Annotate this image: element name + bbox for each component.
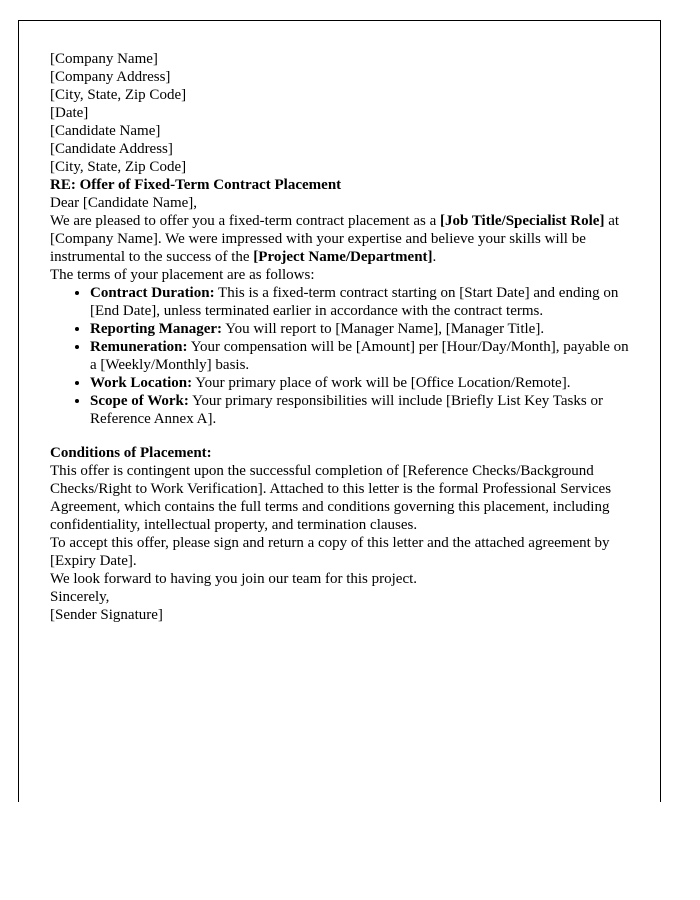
term-reporting-manager [90, 320, 635, 338]
term-label: Reporting Manager: [90, 321, 223, 337]
intro-part1: We are pleased to offer you a fixed-term contract placement as a [50, 213, 440, 229]
acceptance-paragraph: To accept this offer, please sign and return a copy of this letter and the attached agreement by [Expiry Date]. [50, 535, 610, 569]
letter-content [50, 50, 635, 624]
sender-signature: [Sender Signature] [50, 607, 163, 623]
recipient-address [50, 122, 635, 176]
term-scope-of-work [90, 392, 635, 428]
term-label: Contract Duration: [90, 285, 215, 301]
intro-part3: . [432, 249, 437, 265]
intro-paragraph [50, 212, 635, 266]
closing-paragraph: We look forward to having you join our team for this project. [50, 571, 418, 587]
sender-address [50, 50, 635, 122]
intro-part2: at [Company Name]. We were impressed with your expertise and believe your skills will be instrumental to the success of the [50, 213, 620, 265]
candidate-name: [Candidate Name] [50, 123, 161, 139]
letter-page [18, 20, 661, 802]
term-label: Remuneration: [90, 339, 188, 355]
term-text: Your compensation will be [Amount] per [Hour/Day/Month], payable on a [Weekly/Monthly] basis. [90, 339, 629, 373]
salutation: Dear [Candidate Name], [50, 195, 198, 211]
candidate-address: [Candidate Address] [50, 141, 173, 157]
term-remuneration [90, 338, 635, 374]
terms-list [50, 284, 635, 428]
term-label: Scope of Work: [90, 393, 189, 409]
candidate-city-state-zip: [City, State, Zip Code] [50, 159, 187, 175]
company-address: [Company Address] [50, 69, 171, 85]
term-text: This is a fixed-term contract starting on [Start Date] and ending on [End Date], unless terminated earlier in accordance with the contract terms. [90, 285, 619, 319]
company-city-state-zip: [City, State, Zip Code] [50, 87, 187, 103]
conditions-paragraph: This offer is contingent upon the successful completion of [Reference Checks/Background Checks/Right to Work Verification]. Attached to this letter is the formal Professional Services Agreement, which contains the full terms and conditions governing this placement, including confidentiality, intellectual property, and termination clauses. [50, 463, 612, 533]
job-title-placeholder: [Job Title/Specialist Role] [440, 213, 605, 229]
term-label: Work Location: [90, 375, 193, 391]
project-placeholder: [Project Name/Department] [253, 249, 433, 265]
terms-intro: The terms of your placement are as follows: [50, 267, 315, 283]
company-name: [Company Name] [50, 51, 158, 67]
term-text: You will report to [Manager Name], [Manager Title]. [222, 321, 545, 337]
term-contract-duration [90, 284, 635, 320]
term-work-location [90, 374, 635, 392]
letter-date: [Date] [50, 105, 89, 121]
term-text: Your primary responsibilities will include [Briefly List Key Tasks or Reference Annex A]. [90, 393, 603, 427]
sign-off: Sincerely, [50, 589, 110, 605]
subject-line: RE: Offer of Fixed-Term Contract Placement [50, 177, 342, 193]
conditions-heading: Conditions of Placement: [50, 445, 212, 461]
term-text: Your primary place of work will be [Office Location/Remote]. [192, 375, 571, 391]
